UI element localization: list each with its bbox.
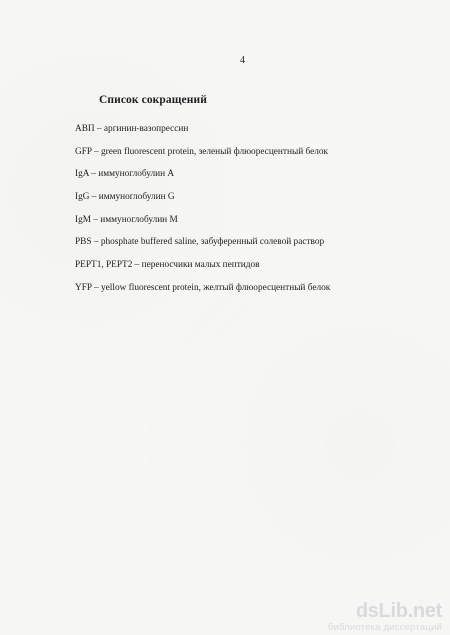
watermark-caption: библиотека диссертаций — [327, 622, 442, 633]
abbreviation-item: GFP – green fluorescent protein, зеленый флюоресцентный белок — [75, 146, 329, 157]
abbreviation-item: IgA – иммуноглобулин А — [75, 169, 175, 180]
page-number: 4 — [240, 55, 245, 66]
page-heading: Список сокращений — [99, 94, 207, 106]
site-watermark — [324, 600, 442, 633]
abbreviation-item: PBS – phosphate buffered saline, забуференный солевой раствор — [75, 237, 325, 248]
abbreviation-item: IgG – иммуноглобулин G — [75, 192, 175, 203]
watermark-logo: dsLib.net — [355, 600, 442, 622]
abbreviation-list — [75, 123, 330, 305]
abbreviation-item: PEPT1, PEPT2 – переносчики малых пептидов — [75, 260, 260, 271]
abbreviation-item: YFP – yellow fluorescent protein, желтый флюоресцентный белок — [75, 282, 331, 293]
abbreviation-item: IgM – иммуноглобулин М — [75, 214, 178, 225]
abbreviation-item: АВП – аргинин-вазопрессин — [75, 124, 189, 134]
